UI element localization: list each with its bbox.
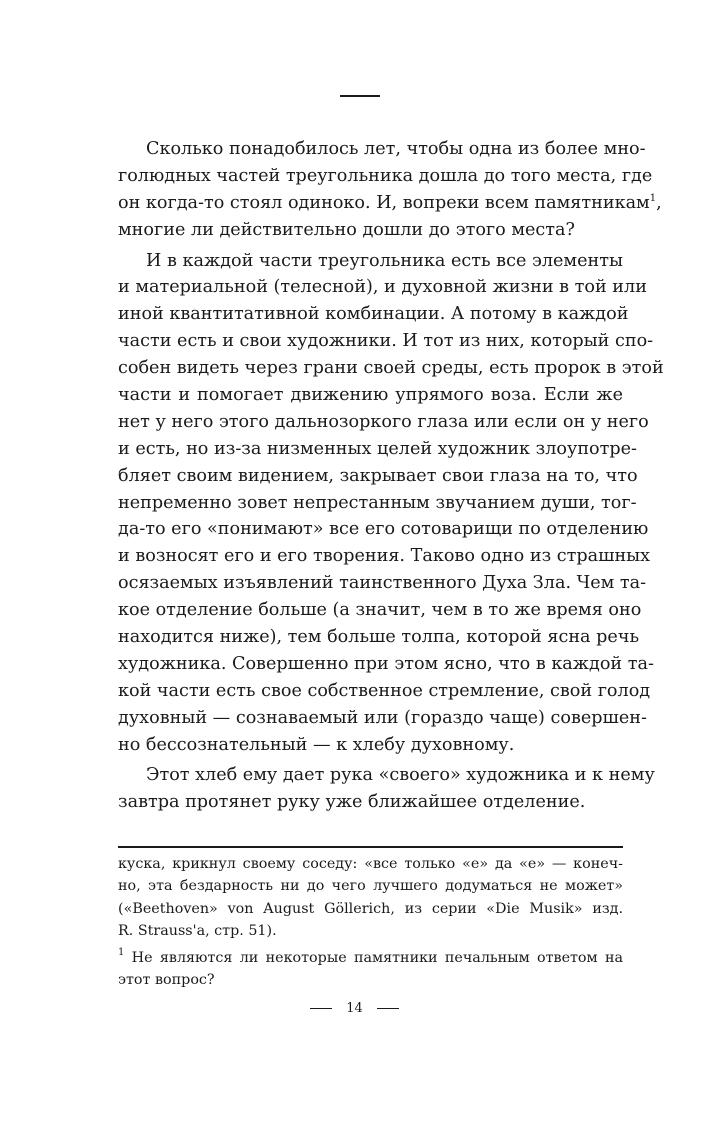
main-text bbox=[118, 136, 664, 820]
footnote-marker: 1 bbox=[118, 946, 125, 958]
text-line: Сколько понадобилось лет, чтобы одна из более мно- bbox=[146, 139, 646, 159]
text-line: части есть и свои художники. И тот из них, который спо- bbox=[118, 331, 654, 352]
text-line: собен видеть через грани своей среды, есть пророк в этой bbox=[118, 358, 664, 379]
text-line: нет у него этого дальнозоркого глаза или если он у него bbox=[118, 411, 649, 432]
footnotes bbox=[118, 853, 623, 995]
paragraph-2 bbox=[118, 248, 664, 759]
text-line: находится ниже), тем больше толпа, которой ясна речь bbox=[118, 627, 640, 648]
text-line: кой части есть свое собственное стремление, свой голод bbox=[118, 680, 651, 701]
text-line: кое отделение больше (а значит, чем в то же время оно bbox=[118, 600, 642, 621]
text-line: да-то его «понимают» все его сотоварищи по отделению bbox=[118, 519, 649, 540]
footnote-line: R. Strauss'a, стр. 51). bbox=[118, 923, 277, 940]
text-line: осязаемых изъявлений таинственного Духа Зла. Чем та- bbox=[118, 573, 647, 594]
folio-dash-right bbox=[377, 1008, 399, 1010]
footnote-line: но, эта бездарность ни до чего лучшего додуматься не может» bbox=[118, 878, 623, 895]
text-line: иной квантитативной комбинации. А потому в каждой bbox=[118, 304, 629, 325]
paragraph-1 bbox=[118, 136, 662, 244]
folio-dash-left bbox=[310, 1008, 332, 1010]
text-line: многие ли действительно дошли до этого места? bbox=[118, 219, 575, 240]
footnote-line-content: Не являются ли некоторые памятники печальным ответом на bbox=[131, 949, 623, 966]
footnote-line: этот вопрос? bbox=[118, 971, 215, 988]
text-line: непременно зовет непрестанным звучанием души, тог- bbox=[118, 492, 637, 513]
footnote-1 bbox=[118, 947, 623, 992]
paragraph-3 bbox=[118, 762, 655, 816]
text-line: художника. Совершенно при этом ясно, что в каждой та- bbox=[118, 653, 654, 674]
text-line: и есть, но из-за низменных целей художник злоупотре- bbox=[118, 438, 637, 459]
footnote-continued bbox=[118, 853, 623, 943]
section-divider bbox=[340, 95, 380, 97]
text-line: Этот хлеб ему дает рука «своего» художника и к нему bbox=[146, 765, 655, 786]
text-line: но бессознательный — к хлебу духовному. bbox=[118, 734, 515, 755]
footnote-line bbox=[118, 947, 623, 969]
text-line-content: он когда-то стоял одиноко. И, вопреки всем памятникам bbox=[118, 192, 650, 213]
text-line: бляет своим видением, закрывает свои глаза на то, что bbox=[118, 465, 638, 486]
text-line: части и помогает движению упрямого воза. Если же bbox=[118, 385, 623, 406]
page-number: 14 bbox=[346, 1001, 363, 1016]
footnote-ref: 1 bbox=[649, 192, 657, 204]
footnote-line: куска, крикнул своему соседу: «все только «е» да «е» — конеч- bbox=[118, 856, 623, 872]
text-line: он когда-то стоял одиноко. И, вопреки всем памятникам$^1$, bbox=[118, 192, 662, 213]
text-line: И в каждой части треугольника есть все элементы bbox=[146, 250, 623, 271]
text-line: завтра протянет руку уже ближайшее отделение. bbox=[118, 792, 586, 813]
footnote-line: («Beethoven» von August Göllerich, из серии «Die Musik» изд. bbox=[118, 900, 623, 917]
text-line: и материальной (телесной), и духовной жизни в той или bbox=[118, 277, 647, 298]
footnote-divider bbox=[118, 846, 623, 848]
page-number-block bbox=[0, 1001, 709, 1016]
text-line: духовный — сознаваемый или (гораздо чаще) совершен- bbox=[118, 707, 647, 728]
text-line: голюдных частей треугольника дошла до того места, где bbox=[118, 165, 653, 186]
text-line: и возносят его и его творения. Таково одно из страшных bbox=[118, 546, 651, 567]
